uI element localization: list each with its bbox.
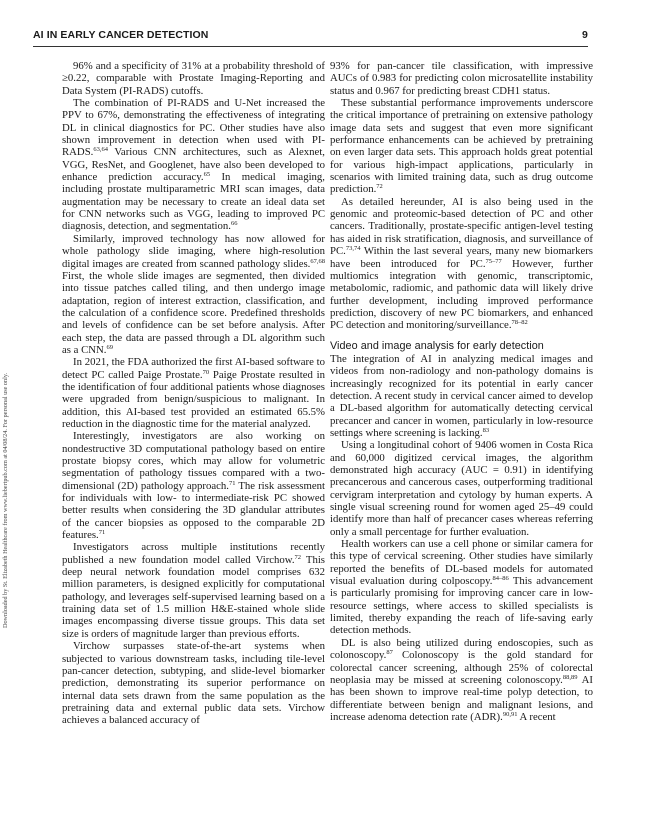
paragraph xyxy=(330,60,593,97)
text-run: Virchow surpasses state-of-the-art systems when subjected to various downstream tasks, including tile-level pan-cancer detection, subtyping, and slide-level biomarker prediction, demonstrating its superior performance on internal data sets drawn from the same population as the pretraining data and external public data sets. Virchow achieves a balanced accuracy of xyxy=(62,640,325,727)
text-run: Investigators across multiple institutions recently published a new foundation model called Virchow. xyxy=(62,541,325,566)
text-run: Paige Prostate resulted in the identification of four additional patients whose diagnoses were upgraded from benign/suspicious to malignant. In addition, this AI-based test provided an estimated 65.5% reduction in the diagnostic time for the material analyzed. xyxy=(62,368,325,430)
citation-superscript: 69 xyxy=(106,343,113,351)
paragraph xyxy=(62,356,325,430)
right-column xyxy=(330,60,593,723)
left-column xyxy=(62,60,325,727)
running-header xyxy=(33,28,588,44)
text-run: A recent xyxy=(517,710,556,723)
paragraph xyxy=(330,439,593,538)
text-run: The combination of PI-RADS and U-Net increased the PPV to 67%, demonstrating the effectiveness of integrating DL in clinical diagnostics for PC. Other studies have also shown improvement in detection when used with PI-RADS. xyxy=(62,97,325,159)
citation-superscript: 71 xyxy=(229,479,236,487)
citation-superscript: 83 xyxy=(482,426,490,434)
paragraph xyxy=(330,637,593,723)
citation-superscript: 66 xyxy=(230,220,238,228)
text-run: Various CNN architectures, such as Alexnet, VGG, ResNet, and Googlenet, have also been developed to enhance prediction accuracy. xyxy=(62,146,325,184)
text-run: Interestingly, investigators are also working on nondestructive 3D computational pathology based on entire prostate biopsy cores, which may allow for volumetric segmentation of pathology tissues compared with a two-dimensional (2D) pathology approach. xyxy=(62,430,325,492)
citation-superscript: 63,64 xyxy=(93,146,108,154)
text-run: The risk assessment for individuals with low- to intermediate-risk PC showed better results when considering the 3D glandular attributes of the cancer biopsies as opposed to the comparable 2D features. xyxy=(62,479,325,542)
citation-superscript: 65 xyxy=(203,171,211,179)
paragraph xyxy=(330,196,593,332)
citation-superscript: 84–86 xyxy=(492,575,509,583)
citation-superscript: 75–77 xyxy=(485,257,502,265)
text-run: AI has been shown to improve real-time polyp detection, to differentiate between benign and malignant lesions, and increase adenoma detection rate (ADR). xyxy=(330,673,593,723)
text-run: This advancement is particularly promising for improving cancer care in low-resource settings, where access to skilled specialists is limited, thereby expanding the reach of life-saving early detection methods. xyxy=(330,575,593,637)
paragraph xyxy=(62,640,325,726)
citation-superscript: 90,91 xyxy=(502,710,518,718)
citation-superscript: 72 xyxy=(294,553,302,561)
text-run: The integration of AI in analyzing medical images and videos from non-radiology and non-pathology domains is increasingly recognized for its potential in early cancer detection. A recent study in cervical cancer aimed to develop a DL-based algorithm for automatically detecting cervical precancer and cancer in women, particularly in low-resource settings where screening is lacking. xyxy=(330,352,593,439)
paragraph xyxy=(330,97,593,196)
citation-superscript: 73,74 xyxy=(345,245,361,253)
running-title: AI IN EARLY CANCER DETECTION xyxy=(33,29,209,41)
header-rule xyxy=(33,46,588,47)
citation-superscript: 88,89 xyxy=(562,673,578,681)
paragraph xyxy=(62,60,325,97)
page-number: 9 xyxy=(582,29,588,41)
citation-superscript: 71 xyxy=(98,529,106,537)
citation-superscript: 72 xyxy=(376,183,383,191)
text-run: In medical imaging, including prostate multiparametric MRI scan images, data augmentation may be necessary to create an ideal data set for CNN networks such as VGG, leading to improved PC diagnosis, detection, and segmentation. xyxy=(62,171,325,233)
section-heading: Video and image analysis for early detection xyxy=(330,339,544,352)
text-run: DL is also being utilized during endoscopies, such as colonoscopy. xyxy=(330,636,593,662)
text-run: Health workers can use a cell phone or similar camera for this type of cervical screening. Other studies have similarly reported the benefits of DL-based models for automated visual evaluation during colposcopy. xyxy=(330,538,593,588)
text-run: These substantial performance improvements underscore the critical importance of pretraining on extensive pathology image data sets and suggest that even more significant performance enhancements can be achieved by pretraining on even larger data sets. This approach holds great potential for various high-impact applications, particularly in scenarios with limited training data, such as drug outcome prediction. xyxy=(330,97,593,196)
download-side-note: Downloaded by St. Elizabeth Healthcare from www.liebertpub.com at 04/08/24. For personal use only. xyxy=(2,372,9,628)
text-run: In 2021, the FDA authorized the first AI-based software to detect PC called Paige Prostate. xyxy=(62,356,325,381)
text-run: This deep neural network foundation model comprises 632 million parameters, is designed explicitly for computational pathology, and leverages self-supervised learning based on a training data set of 1.5 million H&E-stained whole slide images encompassing diverse tissue groups. This data set size is orders of magnitude larger than previous efforts. xyxy=(62,553,325,640)
paragraph xyxy=(330,353,593,439)
citation-superscript: 70 xyxy=(202,368,210,376)
text-run: As detailed hereunder, AI is also being used in the genomic and proteomic-based detection of PC and other cancers. Traditionally, prostate-specific antigen-level testing has aided in risk stratification, diagnosis, and surveillance of PC. xyxy=(330,195,593,258)
text-run: Similarly, improved technology has now allowed for whole pathology slide imaging, where high-resolution digital images are created from scanned pathology slides. xyxy=(62,232,325,270)
paragraph xyxy=(62,233,325,356)
citation-superscript: 67,68 xyxy=(310,257,325,265)
text-run: 96% and a specificity of 31% at a probability threshold of ≥0.22, comparable with Prostate Imaging-Reporting and Data System (PI-RADS) cutoffs. xyxy=(62,60,325,97)
paragraph xyxy=(62,541,325,640)
text-run: Colonoscopy is the gold standard for colorectal cancer screening, although 25% of colorectal neoplasia may be missed at screening colonoscopy. xyxy=(330,649,593,686)
paragraph xyxy=(62,97,325,233)
paragraph xyxy=(330,538,593,637)
citation-superscript: 78–82 xyxy=(511,319,528,327)
citation-superscript: 87 xyxy=(386,649,393,657)
text-run: However, further multiomics integration with genomic, transcriptomic, metabolomic, radiomic, and pathomic data will likely drive further development, including improved performance prediction, discovery of new PC biomarkers, and enhanced PC detection and monitoring/surveillance. xyxy=(330,257,594,332)
paragraph xyxy=(62,430,325,541)
text-run: 93% for pan-cancer tile classification, with impressive AUCs of 0.983 for predicting colon microsatellite instability status and 0.967 for predicting breast CDH1 status. xyxy=(330,60,593,97)
text-run: First, the whole slide images are segmented, then divided into tissue patches called tiling, and then undergo image adaptation, region of interest extraction, classification, and the calculation of a confidence score. Predefined thresholds and levels of confidence can be set before analysis. After each step, the data are passed through a DL algorithm such as a CNN. xyxy=(62,269,325,356)
text-run: Using a longitudinal cohort of 9406 women in Costa Rica and 60,000 digitized cervical images, the algorithm demonstrated high accuracy (AUC = 0.91) in identifying precancerous and cancerous cases, outperforming traditional cervigram interpretation and cytology by human experts. A single visual screening round for women aged 25–49 could identify more than half of precancer cases whereas referring only a small percentage for further evaluation. xyxy=(330,439,593,538)
text-run: Within the last several years, many new biomarkers have been introduced for PC. xyxy=(330,245,593,270)
